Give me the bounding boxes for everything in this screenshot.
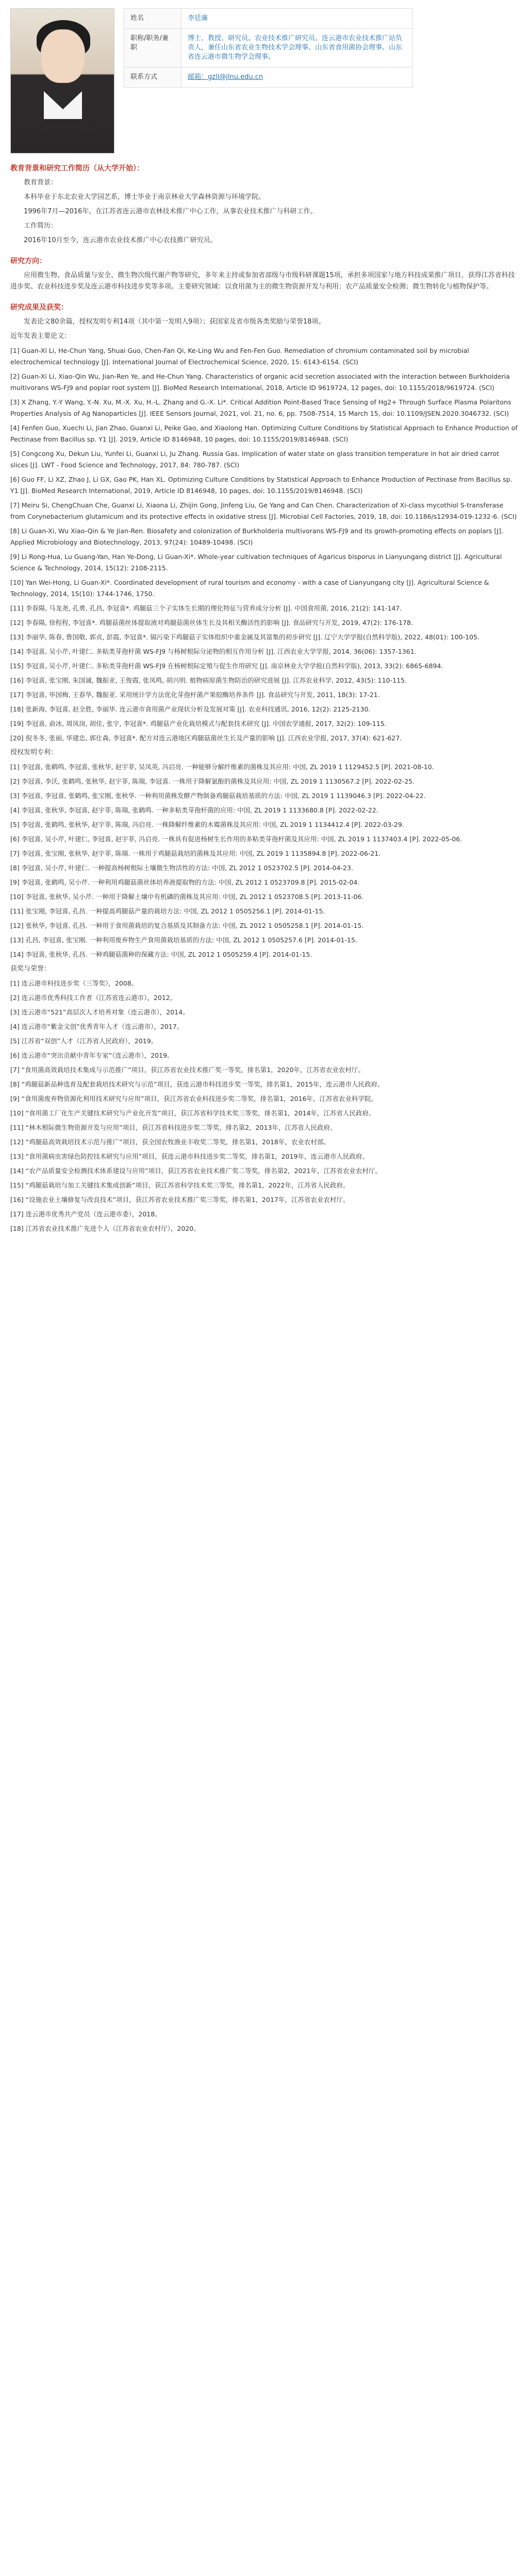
- paper-item: [10] Yan Wei-Hong, Li Guan-Xi*. Coordinated development of rural tourism and economy - with a case of Lianyungang city [J]. Agricultural Science & Technology, 2014, 15(10): 1744-1746, 1750.: [10, 579, 489, 598]
- patent-item: [9] 李冠喜, 张鹤鸣, 吴小芹. 一种利用鸡腿菇菌丝体培养液提取物的方法: 中国, ZL 2012 1 0523709.8 [P]. 2015-02-04.: [10, 878, 360, 886]
- paper-item: [16] 李冠喜, 张宝刚, 朱国诚, 魏振亚, 王俊霞, 张凤鸣, 胡兴明. 植物病原菌生物防治的研究进展 [J]. 江苏农业科学, 2012, 43(5): 110-115.: [10, 676, 407, 684]
- paper-item: [4] Fenfen Guo, Xuechi Li, Jian Zhao, Guanxi Li, Peike Gao, and Xiaolong Han. Optimizing Culture Conditions by Statistical Approach to Enhance Production of Pectinase from Bacillus sp. Y1 [J]. 2019, Article ID 8146948, 10 pages, doi: 10.1155/2019/8146948. (SCI): [10, 424, 518, 443]
- output-intro: 发表论文80余篇，授权发明专利14项（其中第一发明人9项）；获国家及省市级各类奖励与荣誉18项。: [24, 318, 325, 326]
- award-item: [18] 江苏省农业技术推广先进个人（江苏省农业农村厅），2020。: [10, 1225, 200, 1232]
- value-name: 李廷廉: [182, 9, 412, 29]
- education-paragraph: 工作简历：: [24, 222, 58, 230]
- patent-item: [6] 李冠喜, 吴小芹, 叶建仁, 李冠喜, 赵宇菲, 冯启亮. 一株具有促进杨树生长作用的多粘类芽孢杆菌及其应用: 中国, ZL 2019 1 1137403.4 [P]. 2022-05-06.: [10, 835, 463, 843]
- patent-item: [5] 李冠喜, 张鹤鸣, 张秋华, 赵宇菲, 陈瑞, 冯启亮. 一株降解纤维素的木霉菌株及其应用: 中国, ZL 2019 1 1134412.4 [P]. 2022-03-29.: [10, 821, 404, 828]
- paper-item: [6] Guo FF, Li XZ, Zhao J, Li GX, Gao PK, Han XL. Optimizing Culture Conditions by Statistical Approach to Enhance Production of Pectinase from Bacillus sp. Y1 [J]. BioMed Research International, 2019, Article ID 8146948, 10 pages, doi: 10.1155/2019/8146948. (SCI): [10, 476, 513, 495]
- patent-item: [10] 李冠喜, 张秋华, 吴小芹. 一种用于降解土壤中有机磷的菌株及其应用: 中国, ZL 2012 1 0523708.5 [P]. 2013-11-06.: [10, 893, 364, 901]
- education-paragraph: 本科毕业于东北农业大学园艺系，博士毕业于南京林业大学森林资源与环境学院。: [24, 193, 266, 201]
- award-item: [14] “农产品质量安全检测技术体系建设与应用”项目，获江苏省农业技术推广奖二等奖，排名第2，2021年，江苏省农业农村厅。: [10, 1167, 382, 1175]
- row-title: [124, 29, 412, 67]
- award-item: [7] “食用菌高效栽培技术集成与示范推广”项目，获江苏省农业技术推广奖一等奖，排名第1，2020年，江苏省农业农村厅。: [10, 1066, 365, 1074]
- output-title: 研究成果及获奖：: [10, 303, 68, 312]
- photo-collar: [44, 91, 82, 119]
- paper-item: [5] Congcong Xu, Dekun Liu, Yunfei Li, Guanxi Li, Ju Zhang. Russia Gas. Implication of water state on glass transition temperature in hot air dried carrot slices [J]. LWT - Food Science and Technology, 2017, 84: 780-787. (SCI): [10, 450, 500, 469]
- award-item: [2] 连云港市优秀科技工作者（江苏省连云港市），2012。: [10, 994, 177, 1002]
- patent-item: [7] 李冠喜, 张宝刚, 张秋华, 赵宇菲, 陈瑞. 一株用于鸡腿菇栽培的菌株及其应用: 中国, ZL 2019 1 1135894.8 [P]. 2022-06-21.: [10, 850, 381, 857]
- paper-item: [20] 倪冬冬, 张丽, 华建忠, 郭仕森, 李冠喜*. 配方对连云港地区鸡腿菇菌丝生长及产量的影响 [J]. 江西农业学报, 2017, 37(4): 621-627.: [10, 734, 402, 742]
- award-item: [3] 连云港市“521”高层次人才培养对象（连云港市），2014。: [10, 1008, 189, 1016]
- research-paragraph: 应用微生物、食品质量与安全、微生物次级代谢产物等研究，多年来主持或参加省部级与市级科研课题15项，承担多项国家与地方科技成果推广项目，获得江苏省科技进步奖、农业科技进步奖及连云港市科技进步奖等多项。主要研究领域：以食用菌为主的微生物资源开发与利用；农产品质量安全检测；微生物转化与植物保护等。: [10, 272, 515, 291]
- paper-item: [19] 李冠喜, 俞冰, 周凤岗, 胡佳, 张宇, 李冠喜*. 鸡腿菇产业化栽培模式与配套技术研究 [J]. 中国农学通报, 2017, 32(2): 109-115.: [10, 720, 387, 727]
- label-contact: 联系方式: [124, 67, 182, 88]
- paper-item: [9] Li Rong-Hua, Lu Guang-Yan, Han Ye-Dong, Li Guan-Xi*. Whole-year cultivation techniques of Agaricus bisporus in Lianyungang district [J]. Agricultural Science & Technology, 2014, 15(12): 2108-2115.: [10, 553, 502, 572]
- paper-item: [8] Li Guan-Xi, Wu Xiao-Qin & Ye Jian-Ren. Biosafety and colonization of Burkholderia multivorans WS-FJ9 and its growth-promoting effects on poplars [J]. Applied Microbiology and Biotechnology, 2013, 97(24): 10489-10498. (SCI): [10, 527, 503, 546]
- patent-item: [3] 李冠喜, 李冠喜, 张鹤鸣, 张宝刚, 张秋华. 一种利用菌株发酵产物制备鸡腿菇栽培基质的方法: 中国, ZL 2019 1 1139046.3 [P]. 2022-04-22.: [10, 792, 426, 800]
- paper-item: [17] 李冠喜, 毕国梅, 王春华, 魏振亚. 采用统计学方法优化芽孢杆菌产果胶酶培养条件 [J]. 食品研究与开发, 2011, 18(3): 17-21.: [10, 691, 380, 699]
- award-item: [6] 连云港市“突出贡献中青年专家”（连云港市），2019。: [10, 1052, 174, 1059]
- education-title: 教育背景和研究工作简历（从大学开始）：: [10, 164, 144, 173]
- row-contact: [124, 67, 412, 88]
- award-item: [1] 连云港市科技进步奖（三等奖），2008。: [10, 979, 138, 987]
- paper-item: [18] 张新海, 李冠喜, 赵全胜, 李丽华. 连云港市食用菌产业现状分析及发展对策 [J]. 农业科技通讯, 2016, 12(2): 2125-2130.: [10, 705, 371, 713]
- patent-item: [13] 孔昌, 李冠喜, 张宝刚. 一种利用废弃物生产食用菌栽培基质的方法: 中国, ZL 2012 1 0505257.6 [P]. 2014-01-15.: [10, 936, 357, 944]
- patent-item: [12] 张秋华, 李冠喜, 孔昌. 一种用于食用菌栽培的复合基质及其制备方法: 中国, ZL 2012 1 0505258.1 [P]. 2014-01-15.: [10, 922, 364, 929]
- row-name: [124, 9, 412, 29]
- paper-item: [7] Meiru Si, ChengChuan Che, Guanxi Li, Xiaona Li, Zhijin Gong, Jinfeng Liu, Ge Yang and Can Chen. Characterization of Xi-class mycothiol S-transferase from Corynebacterium glutamicum and its protective effects in oxidative stress [J]. Microbial Cell Factories, 2019, 18, doi: 10.1186/s12934-019-1232-6. (SCI): [10, 501, 517, 520]
- research-title: 研究方向：: [10, 257, 46, 265]
- award-item: [4] 连云港市“紫金文创”优秀青年人才（连云港市），2017。: [10, 1023, 184, 1030]
- patent-item: [14] 李冠喜, 张秋华, 孔昌. 一种鸡腿菇菌种的保藏方法: 中国, ZL 2012 1 0505259.4 [P]. 2014-01-15.: [10, 951, 312, 958]
- award-item: [11] “林木根际微生物资源开发与应用”项目，获江苏省科技进步奖二等奖，排名第2，2013年，江苏省人民政府。: [10, 1124, 337, 1131]
- output-section: [10, 302, 518, 1234]
- paper-item: [13] 李丽华, 陈春, 鲁国敬, 郭贞, 彭霞, 李冠喜*. 镉污染下鸡腿菇子实体组织中重金属及其富集的初步研究 [J]. 辽宁大学学报(自然科学版), 2022, 48(01): 100-105.: [10, 633, 480, 641]
- award-item: [15] “鸡腿菇栽培与加工关键技术集成创新”项目，获江苏省科学技术奖三等奖，排名第1，2022年，江苏省人民政府。: [10, 1181, 350, 1189]
- award-item: [9] “食用菌废弃物资源化利用技术研究与应用”项目，获江苏省农业科技进步奖二等奖，排名第1，2016年，江苏省农业科学院。: [10, 1095, 377, 1103]
- profile-info-table: [124, 8, 412, 88]
- value-contact: [182, 67, 412, 88]
- awards-label: 获奖与荣誉：: [10, 965, 51, 973]
- education-paragraph: 教育背景：: [24, 179, 58, 187]
- label-title: 职称/职务/兼职: [124, 29, 182, 67]
- patent-item: [1] 李冠喜, 张鹤鸣, 李冠喜, 张秋华, 赵宇菲, 吴凤英, 冯启亮. 一种能够分解纤维素的菌株及其应用: 中国, ZL 2019 1 1129452.5 [P]. 2021-08-10.: [10, 763, 434, 771]
- papers-label: 近年发表主要论文：: [10, 332, 71, 340]
- paper-item: [3] X Zhang, Y.-Y Wang, Y.-N. Xu, M.-X. Xu, H.-L. Zhang and G.-X. Li*. Critical Addition Point-Based Trace Sensing of Hg2+ Through Surface Plasma Polaritons Properties Analysis of Ag Nanoparticles [J]. IEEE Sensors Journal, 2021, vol. 21, no. 6, pp. 7508-7514, 15 March 15, doi: 10.1109/JSEN.2020.3046732. (SCI): [10, 398, 512, 417]
- award-item: [13] “食用菌病虫害绿色防控技术研究与应用”项目，获连云港市科技进步奖二等奖，排名第1，2019年，连云港市人民政府。: [10, 1153, 369, 1160]
- patent-item: [2] 李冠喜, 李沃, 张鹤鸣, 张秋华, 赵宇菲, 陈瑞, 李冠喜. 一株用于降解氯酚的菌株及其应用: 中国, ZL 2019 1 1130567.2 [P]. 2022-02-25.: [10, 777, 415, 785]
- award-item: [8] “鸡腿菇新品种选育及配套栽培技术研究与示范”项目，获连云港市科技进步奖一等奖，排名第1，2015年，连云港市人民政府。: [10, 1080, 384, 1088]
- patent-item: [8] 李冠喜, 吴小芹, 叶建仁. 一种提高杨树根际土壤微生物活性的方法: 中国, ZL 2012 1 0523702.5 [P]. 2014-04-23.: [10, 864, 353, 872]
- education-paragraph: 1996年7月—2016年，在江苏省连云港市农林技术推广中心工作，从事农业技术推广与科研工作。: [24, 208, 317, 215]
- paper-item: [2] Guan-Xi Li, Xiao-Qin Wu, Jian-Ren Ye, and He-Chun Yang. Characteristics of organic acid secretion associated with the interaction between Burkholderia multivorans WS-FJ9 and poplar root system [J]. BioMed Research International, 2018, Article ID 9619724, 12 pages, doi: 10.1155/2018/9619724. (SCI): [10, 372, 510, 392]
- paper-item: [14] 李冠喜, 吴小芹, 叶建仁. 多粘类芽孢杆菌 WS-FJ9 与杨树根际分泌物的相互作用分析 [J]. 江西农业大学学报, 2014, 36(06): 1357-1361.: [10, 648, 417, 655]
- email-link[interactable]: 邮箱：gzli@jlnu.edu.cn: [188, 73, 263, 81]
- profile-card: [10, 8, 518, 154]
- patent-item: [4] 李冠喜, 张秋华, 李冠喜, 赵宇菲, 陈瑞, 张鹤鸣. 一种多粘类芽孢杆菌的应用: 中国, ZL 2019 1 1133680.8 [P]. 2022-02-22.: [10, 806, 378, 814]
- award-item: [16] “设施农业土壤修复与改良技术”项目，获江苏省农业技术推广奖三等奖，排名第1，2017年，江苏省农业农村厅。: [10, 1196, 350, 1204]
- awards-list: [10, 978, 518, 1234]
- value-title: 博士、教授、研究员。农业技术推广研究员。连云港市农业技术推广站负责人，兼任山东省农业生物技术学会理事、山东省食用菌协会理事、山东省连云港市微生物学会理事。: [182, 29, 412, 67]
- education-section: [10, 163, 518, 246]
- paper-item: [1] Guan-Xi Li, He-Chun Yang, Shuai Guo, Chen-Fan Qi, Ke-Ling Wu and Fen-Fen Guo. Remediation of chromium contaminated soil by microbial electrochemical technology [J]. International Journal of Electrochemical Science, 2020, 15: 6143-6154. (SCI): [10, 347, 469, 366]
- avatar-photo: [10, 8, 114, 154]
- paper-item: [15] 李冠喜, 吴小芹, 叶建仁. 多粘类芽孢杆菌 WS-FJ9 在杨树根际定殖与促生作用研究 [J]. 南京林业大学学报(自然科学版), 2013, 33(2): 6865-6894.: [10, 662, 443, 670]
- patents-label: 授权发明专利：: [10, 749, 58, 756]
- patents-list: [10, 761, 518, 960]
- papers-list: [10, 345, 518, 744]
- photo-face: [41, 29, 85, 83]
- patent-item: [11] 张宝刚, 李冠喜, 孔昌. 一种提高鸡腿菇产量的栽培方法: 中国, ZL 2012 1 0505256.1 [P]. 2014-01-15.: [10, 907, 325, 915]
- research-content: [10, 270, 518, 293]
- award-item: [17] 连云港市优秀共产党员（连云港市委），2018。: [10, 1210, 161, 1218]
- paper-item: [11] 李春陽, 马龙尧, 孔勇, 孔昌, 李冠喜*. 鸡腿菇三个子实体生长期的理化特征与营养成分分析 [J]. 中国食用菌, 2016, 21(2): 141-147.: [10, 604, 402, 612]
- education-content: [10, 177, 518, 246]
- label-name: 姓名: [124, 9, 182, 29]
- education-paragraph: 2016年10月至今，连云港市农业技术推广中心农技推广研究员。: [24, 236, 217, 244]
- award-item: [10] “食用菌工厂化生产关键技术研究与产业化开发”项目，获江苏省科学技术奖三等奖，排名第1，2014年，江苏省人民政府。: [10, 1109, 375, 1117]
- award-item: [5] 江苏省“双创”人才（江苏省人民政府），2019。: [10, 1037, 158, 1045]
- research-section: [10, 256, 518, 293]
- award-item: [12] “鸡腿菇高效栽培技术示范与推广”项目，获全国农牧渔业丰收奖二等奖，排名第1，2018年，农业农村部。: [10, 1138, 330, 1146]
- paper-item: [12] 李春陽, 徐程程, 李冠喜*. 鸡腿菇菌丝体提取液对鸡腿菇菌丝体生长及其相关酶活性的影响 [J]. 食品研究与开发, 2019, 47(2): 176-178.: [10, 619, 413, 626]
